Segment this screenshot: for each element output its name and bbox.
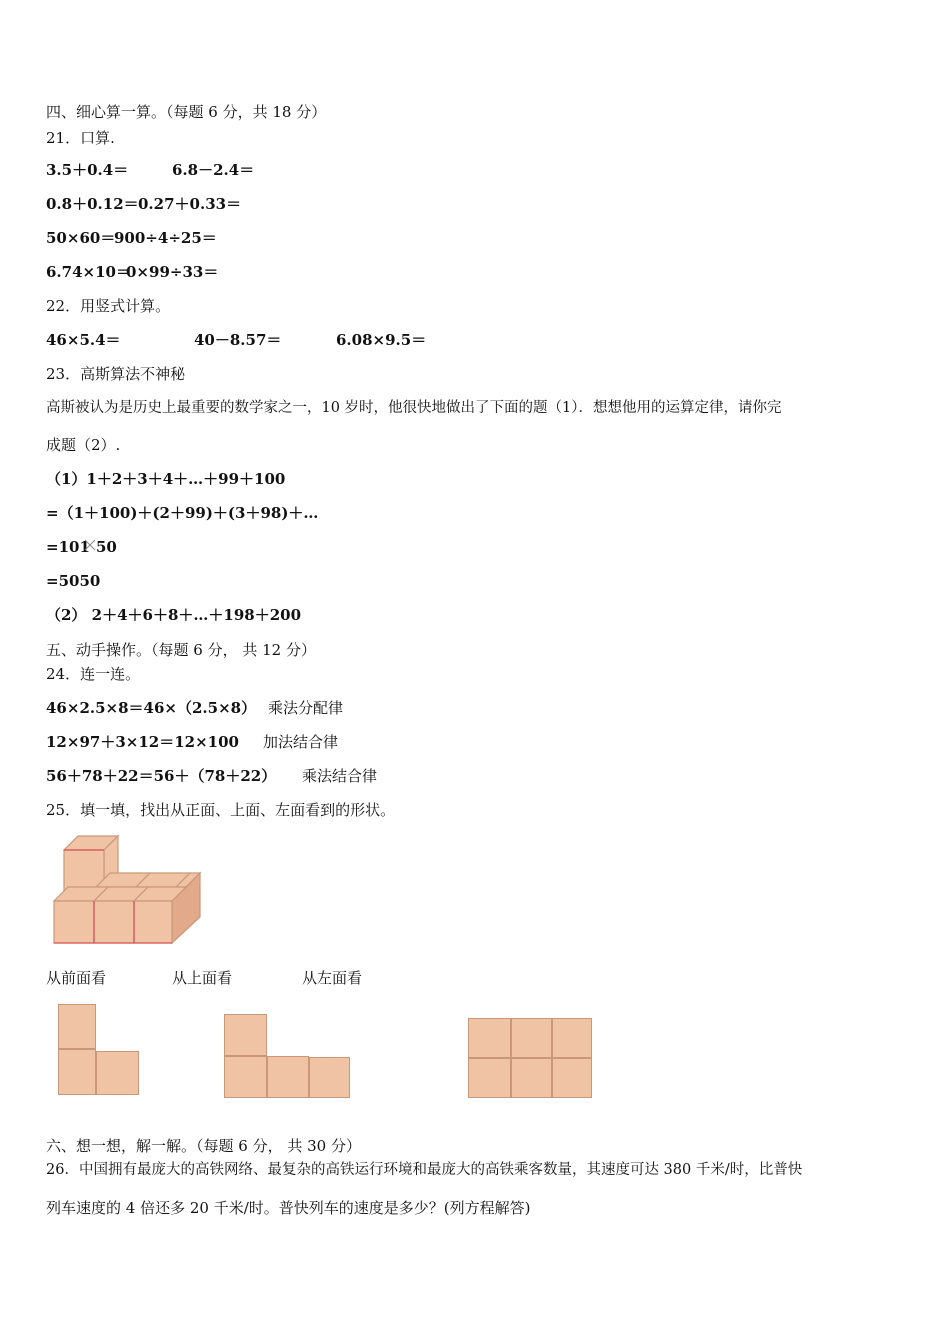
view-square <box>267 1056 309 1098</box>
section4-title: 四、细心算一算。（每题 6 分，共 18 分） <box>46 103 327 121</box>
q24-equation: 46×2.5×8＝46×（2.5×8） <box>46 699 257 717</box>
q26-line2: 列车速度的 4 倍还多 20 千米/时。普快列车的速度是多少？(列方程解答) <box>46 1199 531 1217</box>
view-square <box>58 1049 96 1095</box>
section6-title: 六、想一想，解一解。（每题 6 分， 共 30 分） <box>46 1137 361 1155</box>
view-square <box>468 1018 511 1058</box>
view-label-top: 从上面看 <box>172 969 233 987</box>
q21-item: 0×99÷33＝ <box>126 263 219 281</box>
q23-desc-line2: 成题（2）. <box>46 436 121 454</box>
q24-law: 乘法结合律 <box>302 767 378 785</box>
q22-title: 22．用竖式计算。 <box>46 297 171 315</box>
view-square <box>552 1058 592 1098</box>
q21-item: 50×60＝ <box>46 229 116 247</box>
q24-law: 乘法分配律 <box>268 699 344 717</box>
q23-title: 23．高斯算法不神秘 <box>46 365 186 383</box>
view-square <box>511 1018 552 1058</box>
q26-line1: 26．中国拥有最庞大的高铁网络、最复杂的高铁运行环境和最庞大的高铁乘客数量，其速度可达 380 千米/时，比普快 <box>46 1162 803 1178</box>
q21-item: 3.5＋0.4＝ <box>46 161 129 179</box>
cube-stack-figure <box>48 832 208 947</box>
q23-desc-line1: 高斯被认为是历史上最重要的数学家之一，10 岁时，他很快地做出了下面的题（1）．想想他用的运算定律，请你完 <box>46 400 782 416</box>
q23-work-line: =101 <box>46 538 90 556</box>
view-square <box>309 1057 350 1098</box>
view-square <box>468 1058 511 1098</box>
view-label-front: 从前面看 <box>46 969 107 987</box>
q21-item: 0.27＋0.33＝ <box>138 195 242 213</box>
q21-item: 900÷4÷25＝ <box>114 229 217 247</box>
q21-item: 6.74×10＝ <box>46 263 131 281</box>
q23-work-line: （2） 2＋4＋6＋8＋…＋198＋200 <box>46 606 302 624</box>
view-square <box>58 1004 96 1049</box>
q24-title: 24．连一连。 <box>46 665 141 683</box>
view-square <box>96 1051 139 1095</box>
q24-equation: 56＋78＋22＝56＋（78＋22） <box>46 767 277 785</box>
q25-title: 25．填一填，找出从正面、上面、左面看到的形状。 <box>46 801 396 819</box>
q21-item: 0.8＋0.12＝ <box>46 195 139 213</box>
q24-equation: 12×97＋3×12＝12×100 <box>46 733 239 751</box>
q23-work-line: =（1＋100)＋(2＋99)＋(3＋98)＋… <box>46 504 319 522</box>
q23-work-line: （1）1＋2＋3＋4＋…＋99＋100 <box>46 470 286 488</box>
view-square <box>511 1058 552 1098</box>
view-square <box>552 1018 592 1058</box>
q24-law: 加法结合律 <box>263 733 339 751</box>
q22-item: 46×5.4＝ <box>46 331 121 349</box>
q22-item: 40－8.57＝ <box>194 331 282 349</box>
multiply-icon <box>84 539 96 551</box>
q23-work-line: =5050 <box>46 572 101 590</box>
q22-item: 6.08×9.5＝ <box>336 331 427 349</box>
view-square <box>224 1014 267 1056</box>
q21-item: 6.8－2.4＝ <box>172 161 255 179</box>
section5-title: 五、动手操作。（每题 6 分， 共 12 分） <box>46 641 316 659</box>
q21-title: 21．口算. <box>46 129 115 147</box>
view-label-left: 从左面看 <box>302 969 363 987</box>
view-square <box>224 1056 267 1098</box>
q23-work-line: 50 <box>96 538 117 556</box>
